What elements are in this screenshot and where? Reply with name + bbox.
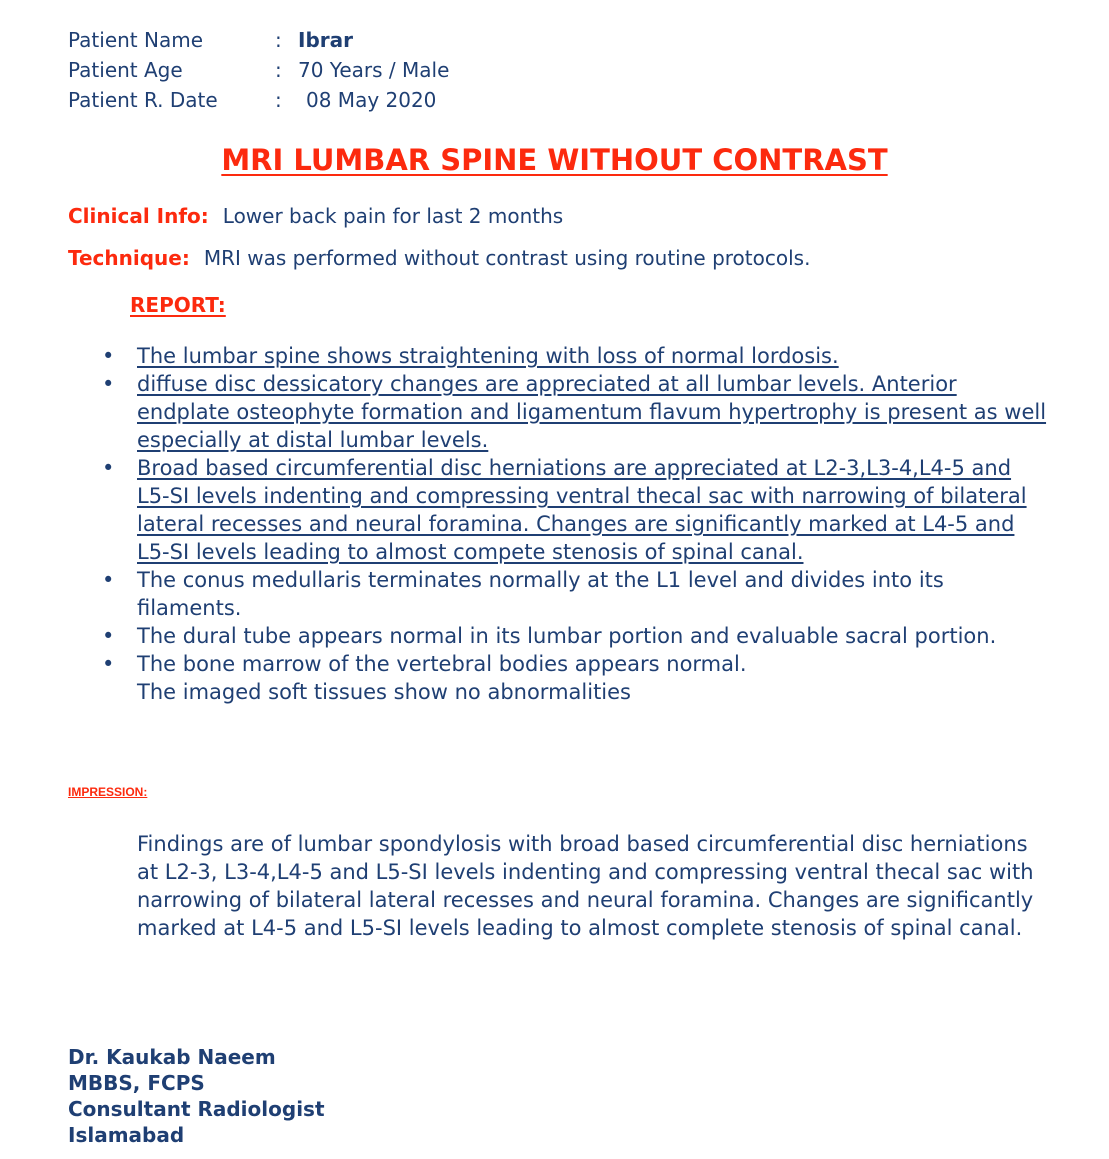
doctor-qualifications: MBBS, FCPS (68, 1071, 205, 1095)
bullet-icon: • (102, 624, 115, 648)
bullet-icon: • (102, 456, 115, 480)
finding-item (0, 342, 1047, 370)
finding-item (0, 454, 1047, 566)
technique-text: MRI was performed without contrast using routine protocols. (203, 246, 811, 270)
finding-item (0, 370, 1047, 454)
patient-name-row (68, 25, 449, 55)
patient-age-label: Patient Age (68, 58, 183, 82)
separator: : (275, 28, 282, 52)
signature-block (68, 1044, 325, 1148)
doctor-location: Islamabad (68, 1123, 185, 1147)
finding-text: The conus medullaris terminates normally at the L1 level and divides into its filaments. (137, 568, 944, 620)
findings-list (0, 342, 1047, 706)
finding-item (0, 650, 1047, 706)
finding-text: The bone marrow of the vertebral bodies appears normal. (137, 652, 747, 676)
patient-date-label: Patient R. Date (68, 88, 218, 112)
patient-name-value: Ibrar (298, 28, 353, 52)
finding-text: The lumbar spine shows straightening with loss of normal lordosis. (137, 344, 839, 368)
clinical-info-label: Clinical Info: (68, 204, 209, 228)
finding-item (0, 622, 1047, 650)
finding-text: Broad based circumferential disc herniations are appreciated at L2-3,L3-4,L4-5 and L5-SI levels indenting and compressing ventral thecal sac with narrowing of bilateral lateral recesses and neural foramina. Changes are significantly marked at L4-5 and L5-SI levels leading to almost compete stenosis of spinal canal. (137, 456, 1027, 564)
bullet-icon: • (102, 372, 115, 396)
doctor-designation: Consultant Radiologist (68, 1097, 325, 1121)
bullet-icon: • (102, 344, 115, 368)
separator: : (275, 88, 282, 112)
patient-age-value: 70 Years / Male (298, 58, 450, 82)
bullet-icon: • (102, 652, 115, 676)
patient-date-row (68, 85, 449, 115)
report-heading: REPORT: (130, 293, 226, 317)
technique-label: Technique: (68, 246, 190, 270)
doctor-name: Dr. Kaukab Naeem (68, 1045, 276, 1069)
finding-text: The dural tube appears normal in its lumbar portion and evaluable sacral portion. (137, 624, 997, 648)
clinical-info (68, 203, 563, 229)
finding-item (0, 566, 1047, 622)
technique (68, 245, 810, 271)
bullet-icon: • (102, 568, 115, 592)
clinical-info-text: Lower back pain for last 2 months (222, 204, 564, 228)
report-title: MRI LUMBAR SPINE WITHOUT CONTRAST (221, 143, 888, 177)
patient-name-label: Patient Name (68, 28, 203, 52)
patient-age-row (68, 55, 449, 85)
impression-heading: IMPRESSION: (68, 785, 148, 799)
patient-info (68, 25, 449, 115)
separator: : (275, 58, 282, 82)
finding-extra-text: The imaged soft tissues show no abnormalities (137, 680, 631, 704)
patient-date-value: 08 May 2020 (306, 88, 437, 112)
finding-text: diffuse disc dessicatory changes are appreciated at all lumbar levels. Anterior endplate osteophyte formation and ligamentum flavum hypertrophy is present as well especially at distal lumbar levels. (137, 372, 1047, 452)
impression-text: Findings are of lumbar spondylosis with broad based circumferential disc herniations at L2-3, L3-4,L4-5 and L5-SI levels indenting and compressing ventral thecal sac with narrowing of bilateral lateral recesses and neural foramina. Changes are significantly marked at L4-5 and L5-SI levels leading to almost complete stenosis of spinal canal. (137, 832, 1034, 940)
